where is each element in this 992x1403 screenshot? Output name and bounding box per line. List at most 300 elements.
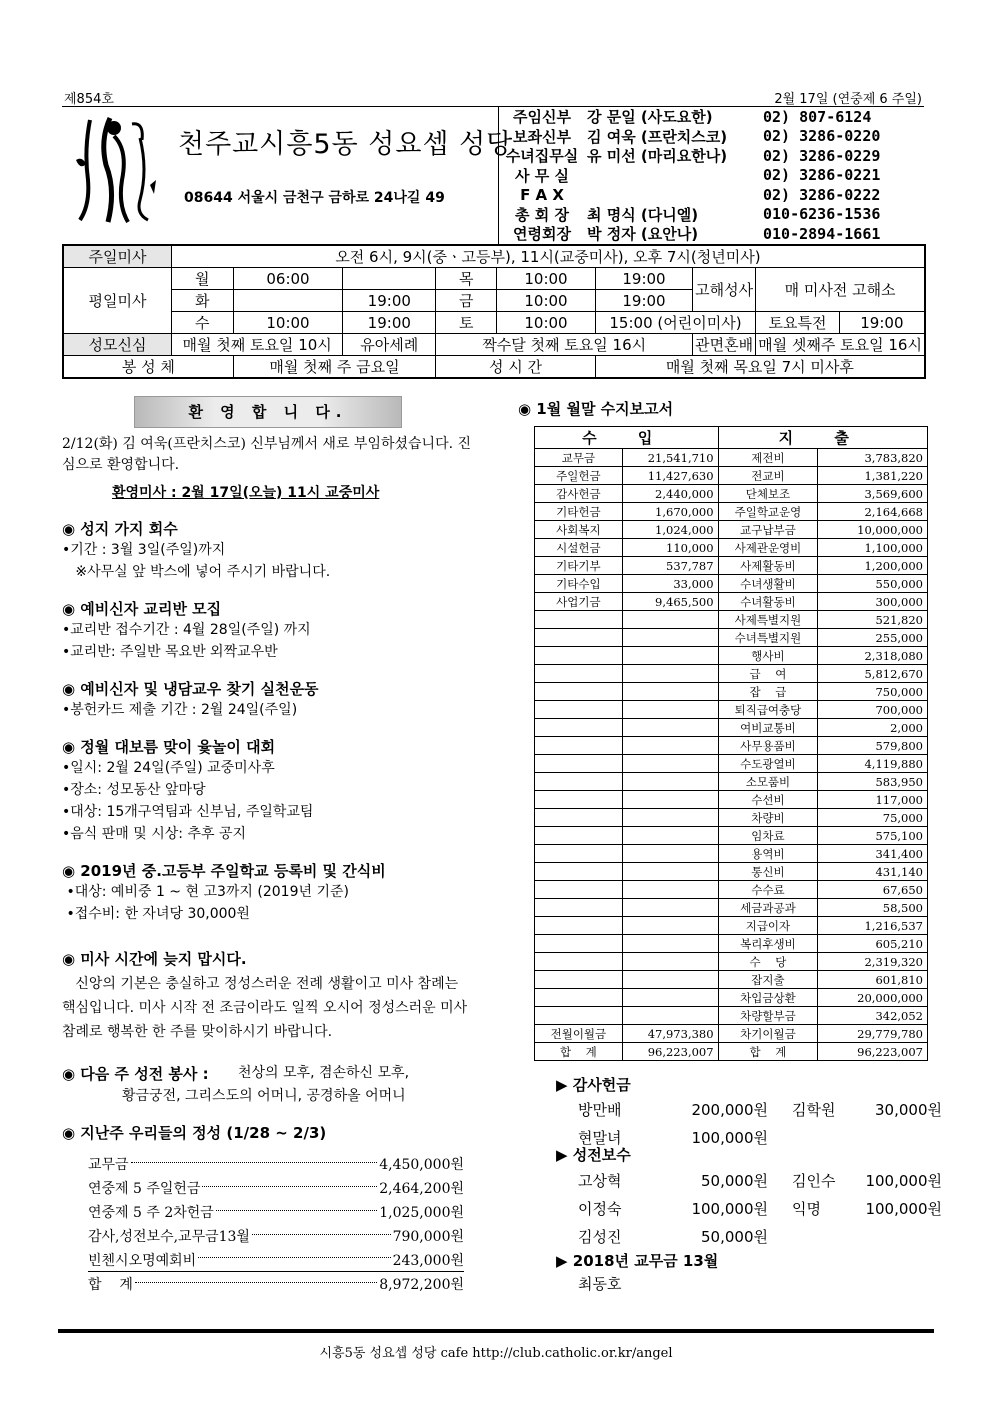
expense-amount: 341,400 [818, 845, 928, 863]
day-thu: 목 [436, 268, 497, 290]
finance-row [535, 773, 928, 791]
expense-amount: 1,216,537 [818, 917, 928, 935]
income-item [535, 809, 623, 827]
income-item [535, 719, 623, 737]
ledger-amount: 2,464,200원 [379, 1181, 464, 1197]
expense-amount: 342,052 [818, 1007, 928, 1025]
ledger-leader [252, 1234, 391, 1235]
parish-name: 천주교시흥5동 성요셉 성당 [178, 129, 514, 160]
income-item [535, 629, 623, 647]
donor-name: 김인수 [792, 1171, 836, 1190]
staff-phone: 02) 3286-0221 [763, 166, 881, 185]
expense-amount: 605,210 [818, 935, 928, 953]
staff-role: 연령회장 [513, 225, 571, 244]
section-title: ◉ 예비신자 및 냉담교우 찾기 실천운동 [62, 680, 319, 698]
section-line: •대상: 15개구역팀과 신부님, 주일학교팀 [62, 804, 314, 820]
income-amount [622, 755, 718, 773]
finance-row [535, 683, 928, 701]
expense-amount: 2,164,668 [818, 503, 928, 521]
donor-amount: 50,000원 [701, 1171, 768, 1190]
expense-item: 복리후생비 [718, 935, 818, 953]
income-item: 기타수입 [535, 575, 623, 593]
expense-amount: 300,000 [818, 593, 928, 611]
expense-amount: 10,000,000 [818, 521, 928, 539]
repair-list [578, 1166, 942, 1250]
repair-title: ▶ 성전보수 [556, 1146, 631, 1164]
income-item: 합 계 [535, 1043, 623, 1061]
sat-special-label: 토요특전 [756, 312, 840, 334]
income-amount: 1,024,000 [622, 521, 718, 539]
income-item [535, 737, 623, 755]
income-amount [622, 791, 718, 809]
finance-row [535, 971, 928, 989]
expense-item: 사제특별지원 [718, 611, 818, 629]
income-amount: 9,465,500 [622, 593, 718, 611]
income-amount [622, 809, 718, 827]
staff-row [499, 185, 926, 205]
donor-name: 김성진 [578, 1227, 622, 1246]
finance-row [535, 575, 928, 593]
finance-row [535, 1007, 928, 1025]
mass-schedule-table [62, 244, 926, 379]
expense-amount: 67,650 [818, 881, 928, 899]
donor-amount: 100,000원 [865, 1199, 942, 1218]
income-item: 기타헌금 [535, 503, 623, 521]
expense-header: 지 출 [718, 427, 927, 449]
expense-item: 단체보조 [718, 485, 818, 503]
donor-row [578, 1123, 942, 1151]
staff-phone: 02) 3286-0222 [763, 185, 881, 204]
tue-time-2: 19:00 [343, 290, 436, 312]
expense-amount: 4,119,880 [818, 755, 928, 773]
staff-role: 수녀집무실 [505, 147, 579, 166]
donor-name: 현말녀 [578, 1128, 622, 1147]
expense-item: 퇴직급여충당 [718, 701, 818, 719]
income-header: 수 입 [535, 427, 719, 449]
expense-item: 사무용품비 [718, 737, 818, 755]
income-item: 전월이월금 [535, 1025, 623, 1043]
finance-row [535, 593, 928, 611]
expense-item: 통신비 [718, 863, 818, 881]
income-amount [622, 917, 718, 935]
income-item: 교무금 [535, 449, 623, 467]
staff-row [499, 127, 926, 147]
sat-time-1: 10:00 [497, 312, 596, 334]
finance-title: ◉ 1월 월말 수지보고서 [518, 400, 674, 418]
income-item [535, 917, 623, 935]
finance-row [535, 647, 928, 665]
income-amount [622, 773, 718, 791]
thu-time-2: 19:00 [595, 268, 692, 290]
expense-item: 사제활동비 [718, 557, 818, 575]
section-title: ◉ 2019년 중.고등부 주일학교 등록비 및 간식비 [62, 862, 386, 880]
income-item [535, 989, 623, 1007]
donor-amount: 200,000원 [691, 1100, 768, 1119]
expense-item: 수선비 [718, 791, 818, 809]
income-amount [622, 989, 718, 1007]
income-item [535, 665, 623, 683]
ledger-label: 교무금 [88, 1157, 129, 1173]
ledger-leader [135, 1282, 377, 1283]
marian-value: 매월 첫째 토요일 10시 [171, 334, 342, 356]
donor-row [578, 1222, 942, 1250]
staff-row [499, 205, 926, 225]
thanks-title: ▶ 감사헌금 [556, 1076, 631, 1094]
expense-item: 사제관운영비 [718, 539, 818, 557]
section-line: •교리반: 주일반 목요반 외짝교우반 [62, 644, 278, 660]
ledger-label: 연중제 5 주일헌금 [88, 1181, 201, 1197]
finance-row [535, 701, 928, 719]
ledger-leader [131, 1162, 378, 1163]
income-amount [622, 827, 718, 845]
sunday-mass-times: 오전 6시, 9시(중ㆍ고등부), 11시(교중미사), 오후 7시(청년미사) [171, 245, 925, 268]
section-title: ◉ 성지 가지 회수 [62, 520, 178, 538]
income-amount [622, 881, 718, 899]
staff-role: 사 무 실 [515, 166, 569, 185]
expense-amount: 58,500 [818, 899, 928, 917]
holy-hour-value: 매월 첫째 목요일 7시 미사후 [595, 356, 925, 379]
ledger-label: 연중제 5 주 2차헌금 [88, 1205, 214, 1221]
donor-row [578, 1194, 942, 1222]
expense-item: 수수료 [718, 881, 818, 899]
marriage-label: 관면혼배 [693, 334, 756, 356]
income-amount [622, 971, 718, 989]
expense-amount: 575,100 [818, 827, 928, 845]
day-mon: 월 [171, 268, 233, 290]
expense-amount: 75,000 [818, 809, 928, 827]
finance-row [535, 503, 928, 521]
donor-row [578, 1166, 942, 1194]
staff-name: 유 미선 (마리요한나) [587, 147, 728, 166]
donor-row [578, 1095, 942, 1123]
expense-item: 수녀활동비 [718, 593, 818, 611]
finance-row [535, 935, 928, 953]
expense-item: 차기이월금 [718, 1025, 818, 1043]
bulletin-date: 2월 17일 (연중제 6 주일) [774, 92, 922, 107]
staff-phone: 02) 807-6124 [763, 107, 872, 126]
finance-row [535, 989, 928, 1007]
income-item [535, 953, 623, 971]
mon-time-2 [343, 268, 436, 290]
expense-amount: 96,223,007 [818, 1043, 928, 1061]
income-item: 주일헌금 [535, 467, 623, 485]
flowers-line: 황금궁전, 그리스도의 어머니, 공경하올 어머니 [122, 1088, 406, 1104]
income-item: 시설헌금 [535, 539, 623, 557]
expense-item: 제전비 [718, 449, 818, 467]
expense-amount: 601,810 [818, 971, 928, 989]
ledger-leader [198, 1257, 390, 1258]
expense-item: 수 당 [718, 953, 818, 971]
finance-row [535, 881, 928, 899]
income-item [535, 845, 623, 863]
staff-role: 주임신부 [513, 108, 571, 127]
section-title: ◉ 예비신자 교리반 모집 [62, 600, 222, 618]
finance-row [535, 755, 928, 773]
finance-row [535, 809, 928, 827]
income-item: 사업기금 [535, 593, 623, 611]
expense-item: 잡 급 [718, 683, 818, 701]
expense-amount: 700,000 [818, 701, 928, 719]
expense-amount: 521,820 [818, 611, 928, 629]
thu-time-1: 10:00 [497, 268, 596, 290]
income-amount [622, 611, 718, 629]
expense-amount: 550,000 [818, 575, 928, 593]
section-title: ◉ 미사 시간에 늦지 맙시다. [62, 950, 247, 968]
expense-item: 수녀특별지원 [718, 629, 818, 647]
section-line: •장소: 성모동산 앞마당 [62, 782, 206, 798]
offering-ledger [88, 1152, 464, 1296]
income-item [535, 773, 623, 791]
expense-amount: 1,200,000 [818, 557, 928, 575]
expense-item: 여비교통비 [718, 719, 818, 737]
section-line: •음식 판매 및 시상: 추후 공지 [62, 826, 246, 842]
expense-item: 소모품비 [718, 773, 818, 791]
welcome-text: 2/12(화) 김 여욱(프란치스코) 신부님께서 새로 부임하셨습니다. 진심으로 환영합니다. [62, 436, 472, 473]
income-amount: 47,973,380 [622, 1025, 718, 1043]
tue-time-1 [233, 290, 343, 312]
income-item [535, 611, 623, 629]
income-item [535, 899, 623, 917]
section-line: ※사무실 앞 박스에 넣어 주시기 바랍니다. [62, 564, 331, 580]
section-line: •기간 : 3월 3일(주일)까지 [62, 542, 226, 558]
fri-time-1: 10:00 [497, 290, 596, 312]
ledger-leader [202, 1186, 377, 1187]
section-line: •봉헌카드 제출 기간 : 2월 24일(주일) [62, 702, 298, 718]
issue-number: 제854호 [64, 92, 114, 107]
finance-row [535, 611, 928, 629]
expense-amount: 255,000 [818, 629, 928, 647]
income-amount: 96,223,007 [622, 1043, 718, 1061]
income-amount [622, 863, 718, 881]
expense-item: 잡지출 [718, 971, 818, 989]
expense-item: 임차료 [718, 827, 818, 845]
marriage-value: 매월 셋째주 토요일 16시 [756, 334, 925, 356]
donor-name: 이정숙 [578, 1199, 622, 1218]
ledger-label: 감사,성전보수,교무금13월 [88, 1229, 250, 1245]
staff-phone: 02) 3286-0220 [763, 127, 881, 146]
ledger-row [88, 1248, 464, 1272]
finance-row [535, 719, 928, 737]
infant-baptism-value: 짝수달 첫째 토요일 16시 [436, 334, 693, 356]
staff-name: 최 명식 (다니엘) [587, 205, 699, 224]
expense-amount: 20,000,000 [818, 989, 928, 1007]
expense-item: 수도광열비 [718, 755, 818, 773]
confession-label: 고해성사 [693, 268, 756, 312]
dues13-name: 최동호 [578, 1275, 622, 1293]
expense-item: 행사비 [718, 647, 818, 665]
expense-amount: 579,800 [818, 737, 928, 755]
finance-row [535, 629, 928, 647]
welcome-mass-note: 환영미사 : 2월 17일(오늘) 11시 교중미사 [112, 485, 380, 501]
communion-value: 매월 첫째 주 금요일 [233, 356, 436, 379]
income-amount: 537,787 [622, 557, 718, 575]
finance-row [535, 467, 928, 485]
staff-row [499, 224, 926, 244]
footer-cafe-link[interactable]: 시흥5동 성요셉 성당 cafe http://club.catholic.or.kr/angel [319, 1346, 673, 1361]
income-amount [622, 845, 718, 863]
expense-item: 교구납부금 [718, 521, 818, 539]
welcome-banner: 환 영 합 니 다. [134, 396, 402, 428]
finance-table [534, 426, 928, 1061]
donor-amount: 100,000원 [865, 1171, 942, 1190]
day-sat: 토 [436, 312, 497, 334]
thanks-list [578, 1095, 942, 1151]
finance-row [535, 863, 928, 881]
expense-amount: 29,779,780 [818, 1025, 928, 1043]
finance-row [535, 845, 928, 863]
finance-row [535, 899, 928, 917]
expense-amount: 2,319,320 [818, 953, 928, 971]
finance-row [535, 485, 928, 503]
income-amount [622, 719, 718, 737]
ledger-label: 빈첸시오명예회비 [88, 1252, 197, 1269]
section-line: •일시: 2월 24일(주일) 교중미사후 [62, 760, 275, 776]
income-item: 기타기부 [535, 557, 623, 575]
sat-special-time: 19:00 [839, 312, 925, 334]
donor-amount: 30,000원 [875, 1100, 942, 1119]
income-amount: 2,440,000 [622, 485, 718, 503]
weekday-mass-label: 평일미사 [63, 268, 171, 334]
donor-amount: 100,000원 [691, 1199, 768, 1218]
staff-row [499, 166, 926, 186]
expense-amount: 1,381,220 [818, 467, 928, 485]
expense-item: 지급이자 [718, 917, 818, 935]
donor-name: 방만배 [578, 1100, 622, 1119]
st-joseph-logo-icon [70, 110, 160, 225]
expense-item: 합 계 [718, 1043, 818, 1061]
income-item [535, 791, 623, 809]
expense-amount: 2,000 [818, 719, 928, 737]
income-item [535, 971, 623, 989]
expense-amount: 2,318,080 [818, 647, 928, 665]
section-title: ◉ 정월 대보름 맞이 윷놀이 대회 [62, 738, 276, 756]
income-amount [622, 953, 718, 971]
finance-row [535, 827, 928, 845]
finance-row [535, 917, 928, 935]
ledger-amount: 790,000원 [392, 1229, 464, 1245]
income-amount [622, 647, 718, 665]
finance-row [535, 953, 928, 971]
parish-address: 08644 서울시 금천구 금하로 24나길 49 [184, 190, 445, 206]
footer-divider [58, 1329, 934, 1333]
income-item [535, 881, 623, 899]
wed-time-2: 19:00 [343, 312, 436, 334]
finance-row [535, 521, 928, 539]
ledger-amount: 4,450,000원 [379, 1157, 464, 1173]
dues13-title: ▶ 2018년 교무금 13월 [556, 1252, 719, 1270]
expense-item: 수녀생활비 [718, 575, 818, 593]
infant-baptism-label: 유아세례 [343, 334, 436, 356]
income-item [535, 647, 623, 665]
expense-amount: 5,812,670 [818, 665, 928, 683]
expense-item: 용역비 [718, 845, 818, 863]
expense-item: 주일학교운영 [718, 503, 818, 521]
staff-phone: 010-2894-1661 [763, 224, 881, 243]
wed-time-1: 10:00 [233, 312, 343, 334]
ledger-label: 합 계 [88, 1277, 133, 1293]
finance-row [535, 737, 928, 755]
income-amount: 21,541,710 [622, 449, 718, 467]
income-item [535, 701, 623, 719]
income-amount [622, 935, 718, 953]
fri-time-2: 19:00 [595, 290, 692, 312]
flowers-line: 천상의 모후, 겸손하신 모후, [238, 1065, 410, 1081]
staff-role: F A X [520, 185, 564, 204]
staff-name: 김 여욱 (프란치스코) [587, 127, 728, 146]
income-item: 사회복지 [535, 521, 623, 539]
income-amount: 110,000 [622, 539, 718, 557]
staff-role: 보좌신부 [513, 127, 571, 146]
holy-hour-label: 성 시 간 [436, 356, 596, 379]
staff-role: 총 회 장 [515, 205, 569, 224]
ledger-amount: 1,025,000원 [379, 1205, 464, 1221]
day-fri: 금 [436, 290, 497, 312]
expense-item: 급 여 [718, 665, 818, 683]
expense-amount: 3,569,600 [818, 485, 928, 503]
staff-name: 강 문일 (사도요한) [587, 108, 713, 127]
mon-time-1: 06:00 [233, 268, 343, 290]
staff-row [499, 146, 926, 166]
income-amount [622, 1007, 718, 1025]
income-amount [622, 737, 718, 755]
expense-amount: 750,000 [818, 683, 928, 701]
ledger-amount: 243,000원 [392, 1252, 464, 1269]
sat-time-2: 15:00 (어린이미사) [595, 312, 755, 334]
communion-label: 봉 성 체 [63, 356, 233, 379]
sunday-mass-label: 주일미사 [63, 245, 171, 268]
donor-name: 김학원 [792, 1100, 836, 1119]
donor-name: 익명 [792, 1199, 821, 1218]
ledger-row [88, 1176, 464, 1200]
finance-row [535, 1025, 928, 1043]
income-amount [622, 899, 718, 917]
income-item [535, 755, 623, 773]
expense-amount: 117,000 [818, 791, 928, 809]
section-line: •접수비: 한 자녀당 30,000원 [62, 906, 250, 922]
income-item [535, 683, 623, 701]
staff-phone: 02) 3286-0229 [763, 146, 881, 165]
donor-amount: 100,000원 [691, 1128, 768, 1147]
ledger-row [88, 1224, 464, 1248]
expense-item: 전교비 [718, 467, 818, 485]
staff-name: 박 정자 (요안나) [587, 225, 699, 244]
finance-row [535, 665, 928, 683]
day-wed: 수 [171, 312, 233, 334]
ledger-row [88, 1152, 464, 1176]
day-tue: 화 [171, 290, 233, 312]
expense-amount: 3,783,820 [818, 449, 928, 467]
finance-row [535, 449, 928, 467]
income-amount [622, 701, 718, 719]
ledger-total-row [88, 1272, 464, 1296]
confession-value: 매 미사전 고해소 [756, 268, 925, 312]
income-amount [622, 665, 718, 683]
expense-item: 세금과공과 [718, 899, 818, 917]
donor-name: 고상혁 [578, 1171, 622, 1190]
finance-row [535, 557, 928, 575]
income-item [535, 863, 623, 881]
income-item [535, 935, 623, 953]
expense-amount: 431,140 [818, 863, 928, 881]
offering-title: ◉ 지난주 우리들의 정성 (1/28 ~ 2/3) [62, 1124, 327, 1142]
income-item [535, 827, 623, 845]
expense-amount: 583,950 [818, 773, 928, 791]
expense-amount: 1,100,000 [818, 539, 928, 557]
income-item: 감사헌금 [535, 485, 623, 503]
ledger-leader [216, 1210, 377, 1211]
expense-item: 차량할부금 [718, 1007, 818, 1025]
finance-row [535, 539, 928, 557]
